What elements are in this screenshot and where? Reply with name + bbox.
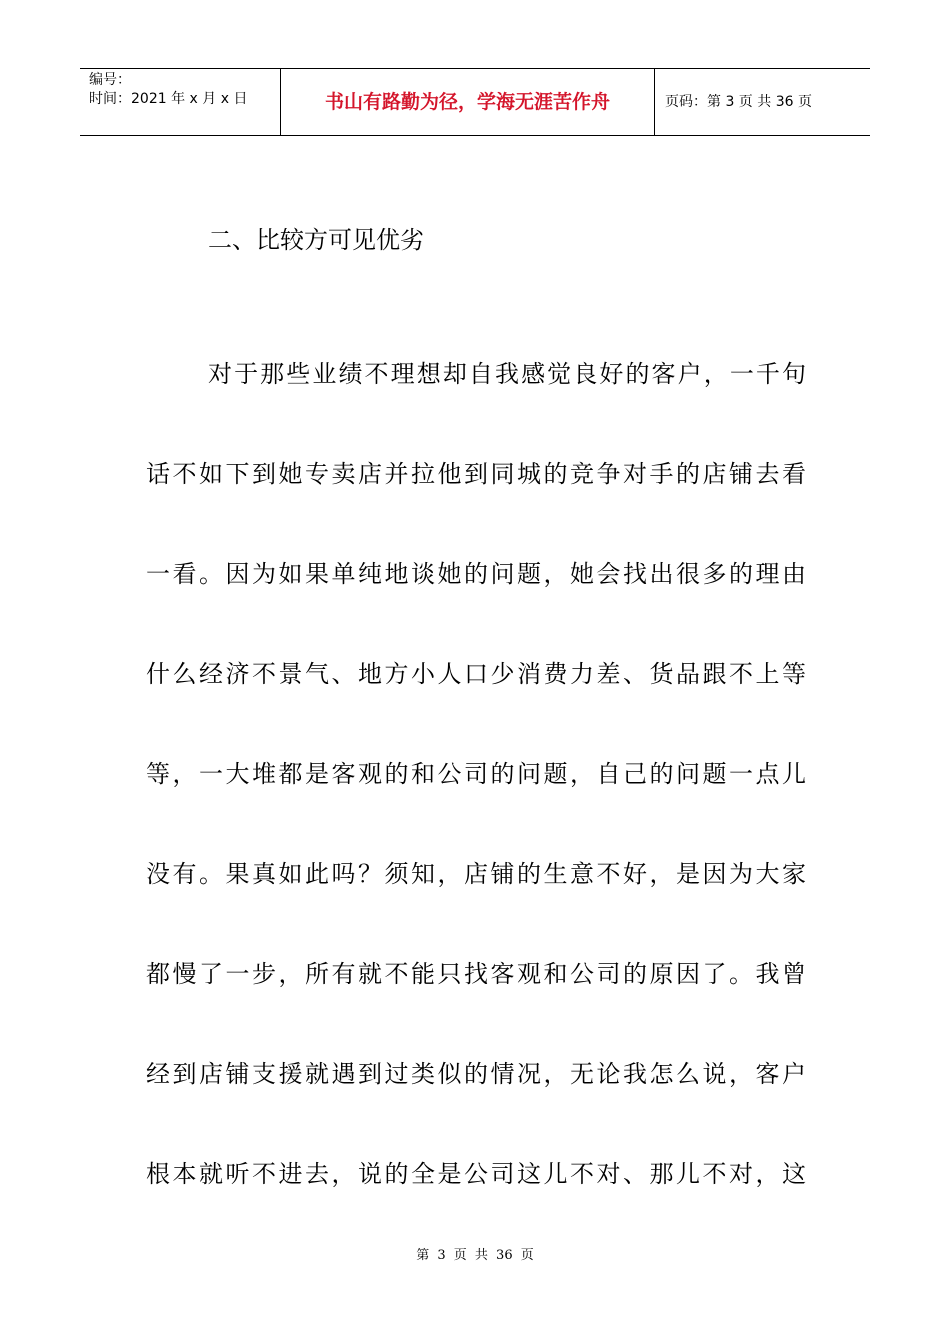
header-motto: 书山有路勤为径，学海无涯苦作舟 <box>281 69 655 136</box>
page-footer: 第 3 页 共 36 页 <box>416 1248 534 1263</box>
paragraph-line: 经到店铺支援就遇到过类似的情况，无论我怎么说，客户 <box>146 1060 806 1088</box>
paragraph-line: 等，一大堆都是客观的和公司的问题，自己的问题一点儿 <box>146 760 806 788</box>
header-page-info: 页码：第 3 页 共 36 页 <box>665 94 812 110</box>
document-date-label: 时间：2021 年 x 月 x 日 <box>89 91 248 107</box>
paragraph-line: 都慢了一步，所有就不能只找客观和公司的原因了。我曾 <box>146 960 806 988</box>
paragraph-line: 对于那些业绩不理想却自我感觉良好的客户，一千句 <box>208 360 806 388</box>
paragraph-line: 一看。因为如果单纯地谈她的问题，她会找出很多的理由 <box>146 560 806 588</box>
body-paragraph <box>146 354 806 1254</box>
paragraph-line: 话不如下到她专卖店并拉他到同城的竞争对手的店铺去看 <box>146 460 806 488</box>
paragraph-line: 什么经济不景气、地方小人口少消费力差、货品跟不上等 <box>146 660 806 688</box>
header-meta-cell <box>80 69 281 136</box>
section-heading: 二、比较方可见优劣 <box>208 226 424 254</box>
paragraph-line: 没有。果真如此吗？须知，店铺的生意不好，是因为大家 <box>146 860 806 888</box>
paragraph-line: 根本就听不进去，说的全是公司这儿不对、那儿不对，这 <box>146 1160 806 1188</box>
document-number-label: 编号： <box>89 72 131 88</box>
page-header <box>80 68 870 136</box>
